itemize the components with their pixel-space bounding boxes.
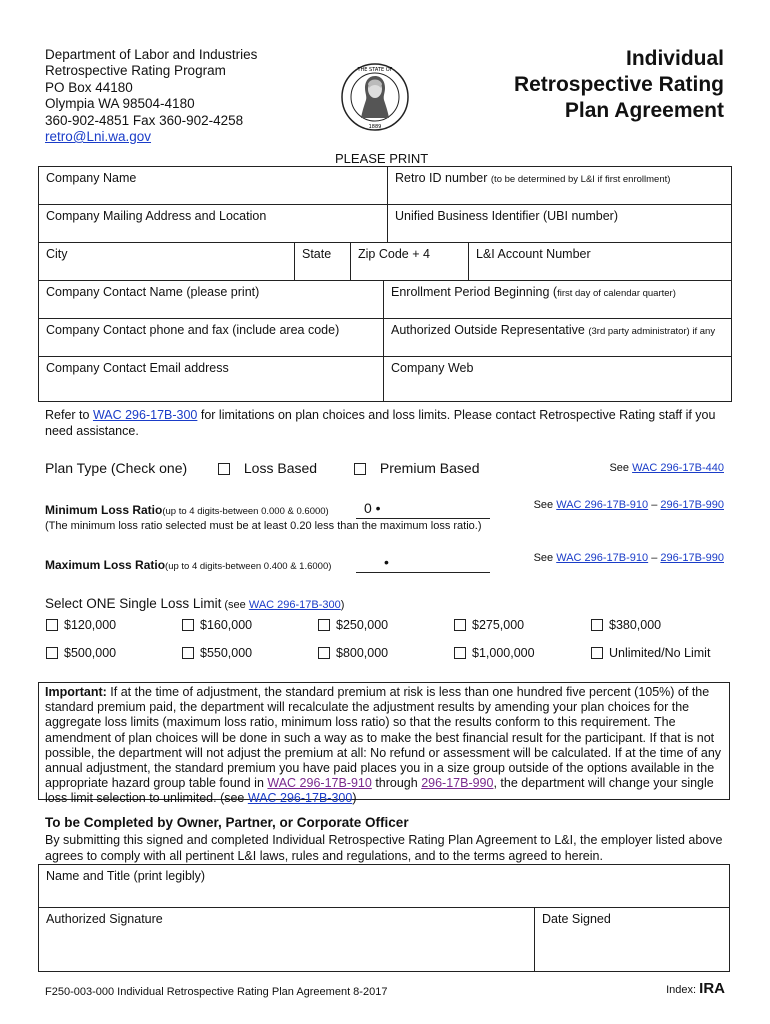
loss-limit-option[interactable] (318, 646, 388, 660)
checkbox[interactable] (318, 647, 330, 659)
loss-limit-option[interactable] (182, 646, 252, 660)
checkbox[interactable] (318, 619, 330, 631)
checkbox[interactable] (46, 619, 58, 631)
loss-limit-option[interactable] (454, 646, 535, 660)
option-label: $800,000 (336, 646, 389, 660)
see-text: See (533, 499, 557, 511)
field-note: first day of calendar quarter) (557, 288, 676, 299)
min-ratio-note: (The minimum loss ratio selected must be at least 0.20 less than the maximum loss ratio.) (45, 520, 482, 532)
enrollment-period-field[interactable] (384, 281, 731, 319)
title-line: Plan Agreement (564, 99, 724, 122)
address-line: Retrospective Rating Program (45, 63, 226, 79)
checkbox[interactable] (454, 647, 466, 659)
checkbox[interactable] (182, 647, 194, 659)
field-label: Company Contact Email address (46, 361, 229, 375)
wac-link[interactable]: WAC 296-17B-300 (248, 599, 341, 611)
min-ratio-input[interactable] (356, 500, 490, 519)
option-label: $160,000 (200, 618, 253, 632)
field-label: Authorized Outside Representative (391, 323, 585, 337)
mailing-address-field[interactable] (39, 205, 388, 243)
option-label: $275,000 (472, 618, 525, 632)
max-ratio-label (45, 558, 331, 572)
loss-limit-option[interactable] (591, 646, 710, 660)
company-name-field[interactable] (39, 167, 388, 205)
label-text: Minimum Loss Ratio (45, 503, 163, 517)
company-info-grid (38, 166, 732, 402)
loss-limit-option[interactable] (318, 618, 388, 632)
seal-text-top: THE STATE OF (357, 67, 393, 73)
see-text: (see (221, 599, 249, 611)
address-line: Olympia WA 98504-4180 (45, 96, 195, 112)
address-line: Department of Labor and Industries (45, 47, 258, 62)
max-ratio-input[interactable] (356, 554, 490, 573)
please-print-label: PLEASE PRINT (335, 151, 429, 166)
through-text: through (371, 776, 422, 791)
min-ratio-label (45, 503, 329, 517)
important-text: If at the time of adjustment, the standard premium at risk is less than one hundred five percent (105%) of the standard premium paid, the department will recalculate the adjustment results by amending your plan choices for the aggregate loss limits (maximum loss ratio, minimum loss ratio) so that the results conform to this requirement. The amendment of plan choices will be done in such a way as to make the best financial result for the participant. If that is not possible, the department will not adjust the premium at all: No refund or assessment will be calculated. If at the time of any annual adjustment, the standard premium you have paid places you in a size group outside of the options available in the appropriate hazard group table found in (45, 685, 722, 791)
wac-link[interactable]: 296-17B-990 (421, 776, 494, 791)
dash: – (648, 499, 661, 511)
refer-text (45, 407, 735, 439)
option-label: Premium Based (379, 460, 480, 476)
option-label: Loss Based (243, 460, 318, 476)
field-label: Company Name (46, 171, 137, 185)
loss-limit-option[interactable] (182, 618, 252, 632)
plan-type-label: Plan Type (Check one) (45, 460, 188, 476)
loss-limit-option[interactable] (46, 618, 116, 632)
zip-field[interactable] (351, 243, 469, 281)
field-label: Company Contact phone and fax (include area code) (46, 323, 340, 337)
checkbox[interactable] (46, 647, 58, 659)
option-label: Unlimited/No Limit (609, 646, 711, 660)
state-seal-icon (340, 62, 410, 132)
checkbox[interactable] (182, 619, 194, 631)
signature-field[interactable] (39, 908, 535, 971)
field-label: Name and Title (print legibly) (46, 869, 206, 883)
field-label: Company Contact Name (please print) (46, 285, 260, 299)
refer-post: for limitations on plan choices and loss limits. Please contact Retrospective Rating staff if you need assistance. (45, 408, 716, 438)
max-ratio-see (534, 552, 724, 564)
field-label: Enrollment Period Beginning ( (391, 285, 558, 299)
see-text: See (533, 552, 557, 564)
hint-text: (up to 4 digits-between 0.400 & 1.6000) (165, 561, 332, 572)
field-label: State (302, 247, 332, 261)
field-label: Date Signed (542, 912, 611, 926)
field-label: Company Mailing Address and Location (46, 209, 267, 223)
field-label: Unified Business Identifier (UBI number) (395, 209, 619, 223)
option-label: $500,000 (64, 646, 117, 660)
option-label: $1,000,000 (472, 646, 535, 660)
form-index (666, 980, 725, 997)
address-line: PO Box 44180 (45, 79, 133, 95)
field-label: Zip Code + 4 (358, 247, 430, 261)
address-line: 360-902-4851 Fax 360-902-4258 (45, 112, 244, 128)
wac-link[interactable]: WAC 296-17B-440 (632, 462, 724, 474)
close-paren: ) (352, 791, 357, 806)
wac-link[interactable]: WAC 296-17B-300 (247, 791, 353, 806)
contact-phone-field[interactable] (39, 319, 384, 357)
contact-email-field[interactable] (39, 357, 384, 401)
company-web-field[interactable] (384, 357, 731, 401)
index-value: IRA (699, 980, 725, 997)
ubi-field[interactable] (388, 205, 731, 243)
state-field[interactable] (295, 243, 351, 281)
dash: – (648, 552, 661, 564)
title-text: Select ONE Single Loss Limit (45, 596, 222, 611)
premium-based-option[interactable] (354, 460, 479, 476)
field-label: Authorized Signature (46, 912, 163, 926)
loss-limit-option[interactable] (591, 618, 661, 632)
checkbox[interactable] (591, 619, 603, 631)
signature-box (38, 864, 730, 972)
checkbox[interactable] (218, 463, 230, 475)
city-field[interactable] (39, 243, 295, 281)
email-link[interactable]: retro@Lni.wa.gov (45, 129, 152, 145)
agency-address (45, 47, 257, 145)
field-label: City (46, 247, 68, 261)
prefill: 0 • (364, 500, 381, 516)
date-signed-field[interactable] (535, 908, 729, 971)
name-title-field[interactable] (39, 865, 729, 908)
loss-limit-option[interactable] (46, 646, 116, 660)
form-title (514, 46, 724, 124)
wac-link[interactable]: WAC 296-17B-910 (556, 552, 649, 564)
title-line: Retrospective Rating (513, 73, 724, 96)
form-number: F250-003-000 Individual Retrospective Rating Plan Agreement 8-2017 (45, 986, 388, 998)
field-label: L&I Account Number (476, 247, 591, 261)
checkbox[interactable] (454, 619, 466, 631)
min-ratio-see (534, 499, 724, 511)
option-label: $250,000 (336, 618, 389, 632)
field-label: Company Web (391, 361, 474, 375)
wac-link[interactable]: 296-17B-990 (660, 499, 724, 511)
option-label: $120,000 (64, 618, 117, 632)
see-text: See (609, 462, 633, 474)
close-paren: ) (340, 599, 345, 611)
wac-link[interactable]: WAC 296-17B-910 (556, 499, 649, 511)
loss-limit-option[interactable] (454, 618, 524, 632)
single-loss-title (45, 596, 344, 611)
account-field[interactable] (469, 243, 731, 281)
important-notice (38, 682, 730, 806)
prefill: • (384, 554, 389, 570)
loss-based-option[interactable] (218, 460, 317, 476)
wac-link[interactable]: 296-17B-990 (660, 552, 724, 564)
checkbox[interactable] (354, 463, 366, 475)
refer-pre: Refer to (45, 408, 93, 422)
wac-link[interactable]: WAC 296-17B-910 (267, 776, 372, 791)
plan-type-see (609, 462, 724, 474)
authorized-rep-field[interactable] (384, 319, 731, 357)
owner-section-title: To be Completed by Owner, Partner, or Corporate Officer (45, 815, 409, 830)
label-text: Maximum Loss Ratio (45, 558, 166, 572)
option-label: $380,000 (609, 618, 662, 632)
checkbox[interactable] (591, 647, 603, 659)
title-line: Individual (625, 47, 724, 70)
index-label: Index: (666, 984, 697, 996)
seal-text-bottom: 1889 (368, 124, 382, 130)
field-note: (3rd party administrator) if any (588, 326, 716, 337)
wac-link[interactable]: WAC 296-17B-300 (92, 408, 198, 422)
important-label: Important: (45, 685, 107, 699)
option-label: $550,000 (200, 646, 253, 660)
field-label: Retro ID number (395, 171, 488, 185)
important-text: , the department will change your single loss limit selection to unlimited. (see (45, 776, 714, 806)
owner-agreement-text: By submitting this signed and completed Individual Retrospective Rating Plan Agreement to L&I, the employer listed above agrees to comply with all pertinent L&I laws, rules and regulations, and to the terms agreed to herein. (45, 833, 723, 863)
contact-name-field[interactable] (39, 281, 384, 319)
hint-text: (up to 4 digits-between 0.000 & 0.6000) (162, 506, 329, 517)
retro-id-field[interactable] (388, 167, 731, 205)
field-note: (to be determined by L&I if first enrollment) (490, 174, 671, 185)
